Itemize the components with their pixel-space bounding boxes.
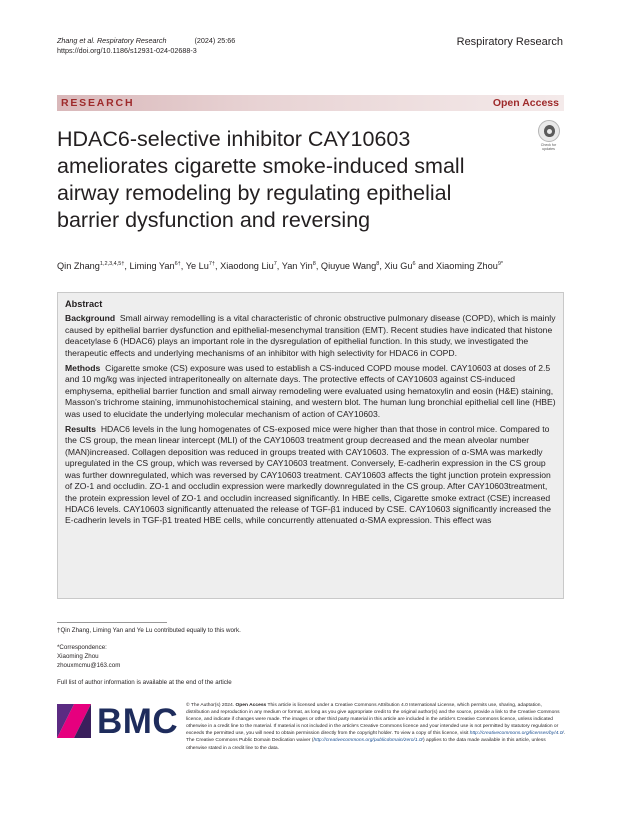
open-access-label: Open Access (492, 97, 559, 109)
author-affiliation-sup: 7† (208, 261, 215, 267)
bmc-logo-icon (57, 704, 91, 738)
author-name: Xiaoming Zhou (436, 261, 498, 272)
author-affiliation-sup: 7 (273, 261, 277, 267)
check-for-updates-button[interactable] (537, 120, 560, 150)
author-affiliation-sup: 1,2,3,4,5† (99, 261, 125, 267)
affiliation-note: Full list of author information is available at the end of the article (57, 679, 232, 686)
author-affiliation-sup: 9* (497, 261, 504, 267)
cc-zero-link[interactable]: http://creativecommons.org/publicdomain/zero/1.0/ (313, 738, 424, 744)
article-title: HDAC6-selective inhibitor CAY10603 ameliorates cigarette smoke-induced small airway remodeling by regulating epithelial barrier dysfunction and reversing (57, 127, 465, 232)
abstract-background: Background Small airway remodelling is a vital characteristic of chronic obstructive pulmonary disease (COPD), which is mainly caused by epithelial barrier dysfunction and epithelial-mesenchymal transition (EMT). Recent studies have indicated that histone deacetylase 6 (HDAC6) plays an important role in the dysregulation of epithelial function. In this study, we investigated the therapeutic effects and underlying mechanisms of an inhibitor with high selectivity for HDAC6 in COPD. (65, 313, 556, 358)
author-affiliation-sup: 6† (174, 261, 181, 267)
correspondence-name: Xiaoming Zhou (57, 653, 99, 660)
crossmark-icon (538, 120, 560, 142)
author-affiliation-sup: 6 (412, 261, 416, 267)
author-affiliation-sup: 8 (312, 261, 316, 267)
journal-name: Respiratory Research (456, 36, 563, 48)
author-name: Qin Zhang (57, 261, 100, 272)
running-header (57, 36, 235, 56)
author-name: Liming Yan (129, 261, 175, 272)
equal-contribution-note: †Qin Zhang, Liming Yan and Ye Lu contributed equally to this work. (57, 627, 241, 634)
article-type-banner (57, 95, 564, 111)
cc-by-link[interactable]: http://creativecommons.org/licenses/by/4.0/ (469, 731, 564, 737)
author-affiliation-sup: 8 (376, 261, 380, 267)
author-name: Qiuyue Wang (320, 261, 377, 272)
section-label: RESEARCH (61, 97, 135, 109)
bmc-logo-text: BMC (97, 702, 179, 741)
footnote-rule (57, 622, 167, 623)
citation-journal: Zhang et al. Respiratory Research (57, 36, 167, 45)
bmc-logo (57, 702, 192, 742)
crossmark-label: Check for updates (540, 143, 557, 151)
doi-link[interactable]: https://doi.org/10.1186/s12931-024-02688-3 (57, 46, 197, 55)
abstract-results: Results HDAC6 levels in the lung homogenates of CS-exposed mice were higher than that those in control mice. Compared to the CS group, the mean linear intercept (MLI) of the CAY10603 treatment group decreased and the mean alveolar number (MAN)increased. Collagen deposition was reduced in groups treated with CAY10603. The expression of α-SMA was markedly upregulated in the CS group, which was reversed by CAY10603 treatment. Conversely, E-cadherin expression in the CS group was further downregulated, which was reversed by CAY10603 treatment. CAY10603 affects the tight junction protein expression of ZO-1 and occludin. ZO-1 and occludin expression were markedly downregulated in the CS group. After CAY10603treatment, the protein expression level of ZO-1 and occludin increased significantly. In HBE cells, Cigarette smoke extract (CSE) increased HDAC6 levels. CAY10603 significantly attenuated the release of TGF-β1 induced by CSE. CAY10603 significantly increased the E-cadherin levels in TGF-β1 treated HBE cells, while concurrently attenuated α-SMA expression. This effect was (65, 424, 551, 526)
author-name: Xiu Gu (384, 261, 413, 272)
correspondence-label: *Correspondence: (57, 644, 107, 651)
author-name: Xiaodong Liu (220, 261, 274, 272)
abstract-box (57, 292, 564, 599)
correspondence-email[interactable]: zhouxmcmu@163.com (57, 662, 121, 669)
footnotes (57, 622, 357, 687)
citation-year: (2024) 25:66 (194, 36, 236, 45)
author-name: Ye Lu (185, 261, 209, 272)
author-list: Qin Zhang$^{1,2,3,4,5\dagger}$, Liming Yan$^{6\dagger}$, Ye $Lu^{7\dagger}$, Xiaodong Liu$^7$, Yan Yin$^8$, Qiuyue Wang$^8$, Xiu Gu$^6$ and Xiaoming Zhou$^{9*}$ (57, 261, 504, 272)
abstract-heading: Abstract (65, 299, 103, 309)
author-name: Yan Yin (281, 261, 313, 272)
abstract-methods: Methods Cigarette smoke (CS) exposure was used to establish a CS-induced COPD mouse model. CAY10603 at doses of 2.5 and 10 mg/kg was injected intraperitoneally on alternate days. The protective effects of CAY10603 against CS-induced emphysema, epithelial barrier function and small airway remodeling were evaluated using hematoxylin and eosin (H&E) staining, Masson's trichrome staining, immunohistochemical staining, and western blot. The human lung bronchial epithelial cell line (HBE) was used to elucidate the underlying molecular mechanism of action of CAY10603. (65, 363, 556, 419)
license-statement: © The Author(s) 2024. Open Access This article is licensed under a Creative Commons Attribution 4.0 International License, which permits use, sharing, adaptation, distribution and reproduction in any medium or format, as long as you give appropriate credit to the original author(s) and the source, provide a link to the Creative Commons licence, and indicate if changes were made. The images or other third party material in this article are included in the article's Creative Commons licence, unless indicated otherwise in a credit line to the material. If material is not included in the article's Creative Commons licence and your intended use is not permitted by statutory regulation or exceeds the permitted use, you will need to obtain permission directly from the copyright holder. To view a copy of this licence, visit http://creativecommons.org/licenses/by/4.0/. The Creative Commons Public Domain Dedication waiver (http://creativecommons.org/publicdomain/zero/1.0/) applies to the data made available in this article, unless otherwise stated in a credit line to the data. (186, 703, 566, 751)
